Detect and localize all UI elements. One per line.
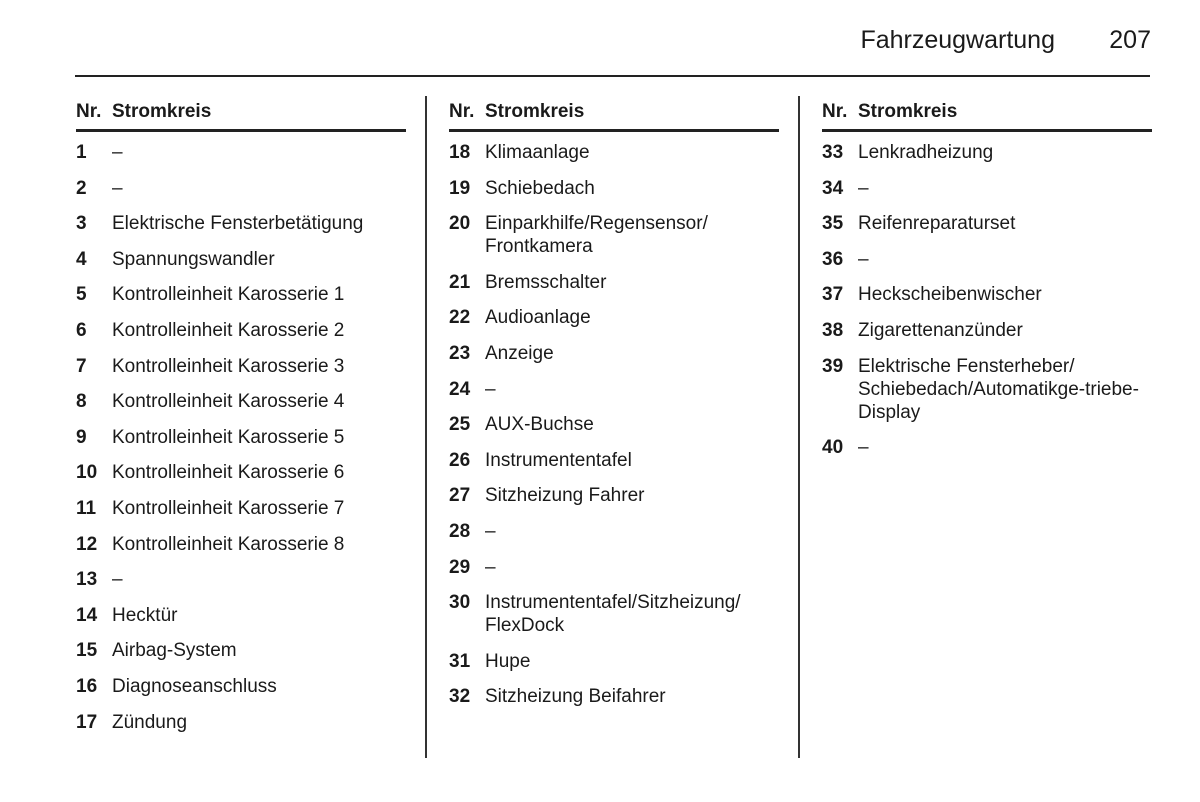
table-row	[822, 436, 1152, 459]
column-divider	[425, 96, 427, 758]
table-row	[76, 497, 406, 520]
table-row	[76, 177, 406, 200]
circuit-name: Hupe	[485, 650, 531, 672]
circuit-name: Elektrische Fensterbetätigung	[112, 213, 364, 235]
circuit-name: Reifenreparaturset	[858, 213, 1016, 235]
fuse-number: 30	[449, 592, 471, 614]
circuit-name: Anzeige	[485, 342, 554, 364]
fuse-number: 22	[449, 307, 471, 329]
column-divider	[798, 96, 800, 758]
fuse-number: 8	[76, 391, 87, 413]
circuit-name: –	[112, 177, 123, 199]
table-row	[449, 271, 779, 294]
circuit-name: Kontrolleinheit Karosserie 8	[112, 533, 345, 555]
fuse-number: 19	[449, 177, 471, 199]
table-row	[822, 319, 1152, 342]
fuse-number: 13	[76, 569, 98, 591]
table-row	[822, 283, 1152, 306]
table-row	[76, 711, 406, 734]
circuit-name: Kontrolleinheit Karosserie 5	[112, 426, 345, 448]
table-row	[76, 604, 406, 627]
circuit-name: Airbag-System	[112, 640, 237, 662]
table-row	[76, 675, 406, 698]
circuit-name: –	[858, 437, 869, 459]
fuse-table-column-1	[76, 100, 406, 746]
fuse-number: 14	[76, 604, 98, 626]
table-row	[449, 520, 779, 543]
fuse-number: 7	[76, 355, 87, 377]
circuit-name: Bremsschalter	[485, 271, 607, 293]
circuit-name: Lenkradheizung	[858, 142, 994, 163]
fuse-number: 29	[449, 556, 471, 578]
circuit-name: Kontrolleinheit Karosserie 6	[112, 462, 345, 484]
fuse-number: 33	[822, 142, 844, 163]
circuit-name: AUX-Buchse	[485, 414, 594, 436]
table-row	[822, 355, 1152, 424]
circuit-name: Hecktür	[112, 604, 178, 626]
fuse-number: 6	[76, 319, 87, 341]
fuse-number: 3	[76, 213, 87, 235]
fuse-number: 18	[449, 142, 471, 163]
table-row	[76, 141, 406, 164]
fuse-number: 35	[822, 213, 844, 235]
circuit-name: Kontrolleinheit Karosserie 3	[112, 355, 345, 377]
table-row	[76, 533, 406, 556]
fuse-number: 31	[449, 650, 471, 672]
table-header	[822, 100, 1152, 132]
fuse-number: 17	[76, 711, 98, 733]
table-row	[76, 461, 406, 484]
circuit-name: Diagnoseanschluss	[112, 675, 277, 697]
circuit-name: –	[485, 556, 496, 578]
circuit-name: Kontrolleinheit Karosserie 2	[112, 319, 345, 341]
circuit-name: Kontrolleinheit Karosserie 7	[112, 497, 345, 519]
fuse-number: 28	[449, 520, 471, 542]
header-circuit: Stromkreis	[858, 101, 958, 122]
circuit-name: Zündung	[112, 711, 188, 733]
circuit-name: Schiebedach	[485, 177, 595, 199]
table-header	[76, 100, 406, 132]
fuse-table-column-3	[822, 100, 1152, 472]
table-row	[822, 177, 1152, 200]
table-row	[76, 568, 406, 591]
fuse-number: 2	[76, 177, 87, 199]
fuse-number: 25	[449, 414, 471, 436]
table-row	[822, 212, 1152, 235]
table-body	[449, 141, 779, 708]
table-row	[76, 212, 406, 235]
header-rule	[75, 75, 1150, 77]
table-row	[76, 355, 406, 378]
circuit-name: Instrumententafel/Sitzheizung/ FlexDock	[485, 592, 741, 637]
table-row	[822, 141, 1152, 164]
table-row	[449, 556, 779, 579]
circuit-name: –	[858, 248, 869, 270]
header-nr: Nr.	[449, 101, 475, 122]
circuit-name: Sitzheizung Beifahrer	[485, 686, 666, 708]
fuse-number: 36	[822, 248, 844, 270]
fuse-table-column-2	[449, 100, 779, 721]
circuit-name: –	[485, 520, 496, 542]
table-row	[449, 306, 779, 329]
table-row	[76, 426, 406, 449]
table-row	[449, 591, 779, 637]
header-nr: Nr.	[76, 101, 102, 122]
fuse-number: 32	[449, 686, 471, 708]
fuse-number: 10	[76, 462, 98, 484]
circuit-name: Zigarettenanzünder	[858, 319, 1023, 341]
circuit-name: Kontrolleinheit Karosserie 4	[112, 391, 345, 413]
circuit-name: Sitzheizung Fahrer	[485, 485, 645, 507]
fuse-number: 16	[76, 675, 98, 697]
fuse-number: 15	[76, 640, 98, 662]
fuse-number: 1	[76, 142, 87, 163]
fuse-number: 26	[449, 449, 471, 471]
table-header	[449, 100, 779, 132]
table-row	[449, 177, 779, 200]
section-title: Fahrzeugwartung	[860, 26, 1055, 54]
table-row	[76, 390, 406, 413]
fuse-number: 11	[76, 497, 97, 519]
fuse-number: 34	[822, 177, 844, 199]
table-row	[76, 283, 406, 306]
table-row	[449, 378, 779, 401]
table-body	[822, 141, 1152, 459]
fuse-number: 9	[76, 426, 87, 448]
circuit-name: –	[112, 142, 123, 163]
table-row	[449, 413, 779, 436]
circuit-name: –	[858, 177, 869, 199]
circuit-name: Heckscheibenwischer	[858, 284, 1042, 306]
fuse-number: 23	[449, 342, 471, 364]
table-row	[449, 484, 779, 507]
table-row	[449, 449, 779, 472]
circuit-name: –	[112, 569, 123, 591]
table-row	[449, 141, 779, 164]
fuse-number: 12	[76, 533, 98, 555]
table-row	[76, 319, 406, 342]
header-circuit: Stromkreis	[112, 101, 212, 122]
fuse-number: 27	[449, 485, 471, 507]
fuse-number: 4	[76, 248, 87, 270]
fuse-number: 40	[822, 437, 844, 459]
table-row	[76, 639, 406, 662]
fuse-number: 24	[449, 378, 471, 400]
table-row	[449, 685, 779, 708]
table-body	[76, 141, 406, 734]
fuse-number: 39	[822, 355, 844, 377]
page-number: 207	[1109, 26, 1151, 54]
fuse-number: 38	[822, 319, 844, 341]
page-header	[0, 0, 1200, 80]
circuit-name: Kontrolleinheit Karosserie 1	[112, 284, 345, 306]
circuit-name: Spannungswandler	[112, 248, 275, 270]
fuse-number: 5	[76, 284, 87, 306]
circuit-name: –	[485, 378, 496, 400]
circuit-name: Instrumententafel	[485, 449, 632, 471]
fuse-number: 20	[449, 213, 471, 235]
table-row	[76, 248, 406, 271]
table-row	[449, 212, 779, 258]
fuse-number: 37	[822, 284, 844, 306]
circuit-name: Elektrische Fensterheber/ Schiebedach/Automatikge-triebe-Display	[858, 355, 1139, 423]
circuit-name: Audioanlage	[485, 307, 591, 329]
header-nr: Nr.	[822, 101, 848, 122]
circuit-name: Klimaanlage	[485, 142, 590, 163]
fuse-number: 21	[449, 271, 471, 293]
table-row	[449, 650, 779, 673]
table-row	[822, 248, 1152, 271]
circuit-name: Einparkhilfe/Regensensor/ Frontkamera	[485, 213, 708, 258]
header-circuit: Stromkreis	[485, 101, 585, 122]
table-row	[449, 342, 779, 365]
